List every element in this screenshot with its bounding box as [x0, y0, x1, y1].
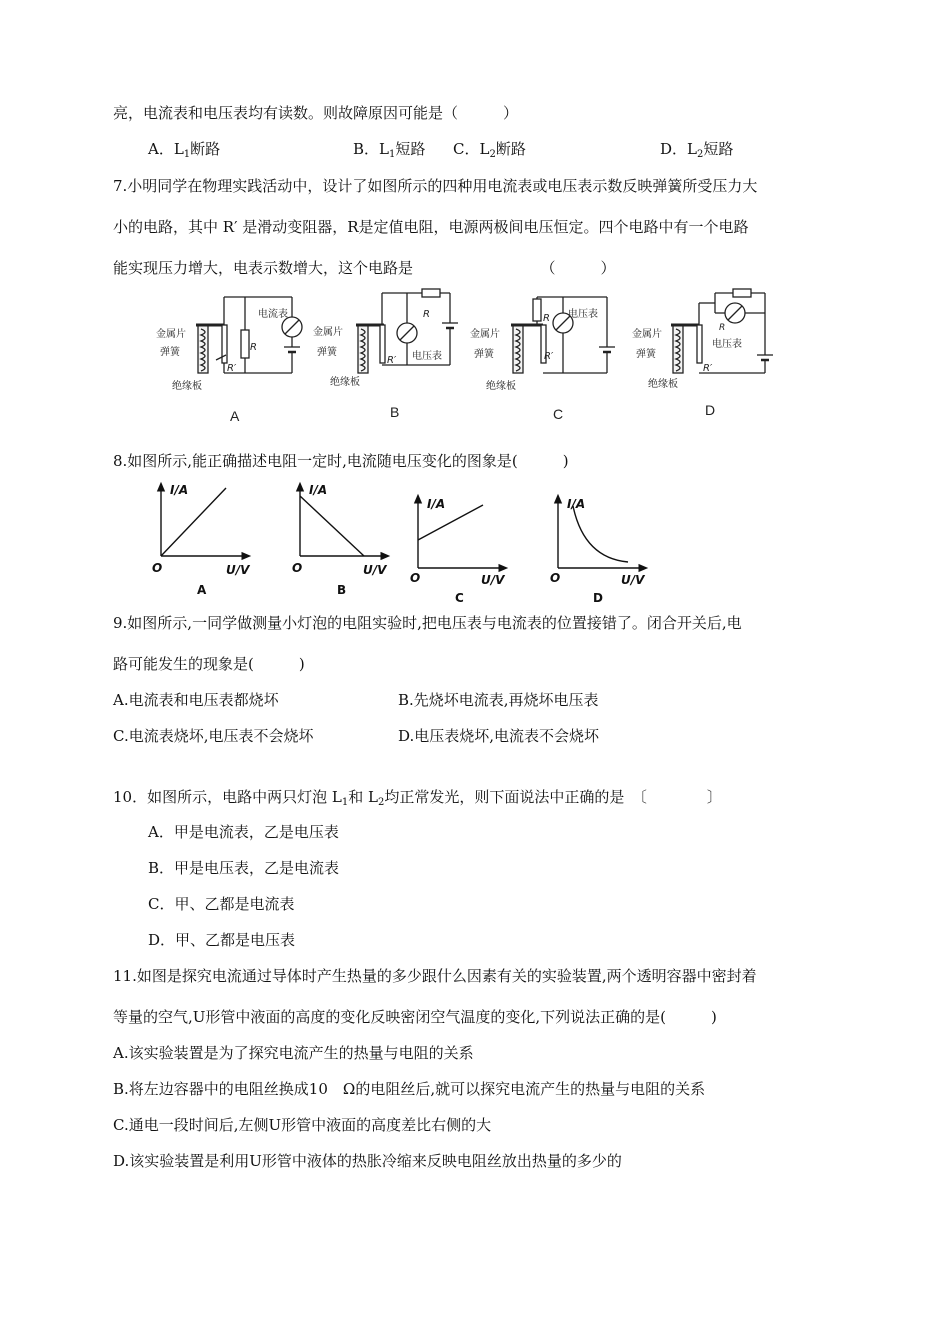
graph-a-curve — [161, 488, 226, 556]
circuit-a-board-label: 绝缘板 — [172, 381, 202, 392]
q6-tail-text: 亮，电流表和电压表均有读数。则故障原因可能是（ ） — [113, 104, 519, 122]
circuit-c-meter-label: 电压表 — [568, 309, 598, 320]
circuit-d-board-label: 绝缘板 — [648, 379, 678, 390]
q6-option-a: A．$L_1$断路 — [148, 140, 221, 160]
q7-line-3: 能实现压力增大，电表示数增大，这个电路是 （ ） — [113, 259, 616, 277]
q10-option-a: A．甲是电流表，乙是电压表 — [148, 823, 339, 841]
circuit-b-spring-label: 弹簧 — [317, 347, 337, 358]
q11-line-1: 11.如图是探究电流通过导体时产生热量的多少跟什么因素有关的实验装置,两个透明容器中密封着 — [113, 967, 757, 985]
circuit-b-letter: B — [390, 404, 400, 420]
graph-b-origin: O — [292, 561, 303, 575]
circuit-a-r-label: R — [250, 342, 257, 353]
circuit-c-letter: C — [553, 406, 564, 422]
q9-option-a: A.电流表和电压表都烧坏 — [113, 691, 279, 709]
q9-option-c: C.电流表烧坏,电压表不会烧坏 — [113, 727, 314, 745]
graph-a-origin: O — [152, 561, 163, 575]
circuit-d-metal-label: 金属片 — [632, 329, 662, 340]
q6-option-b: B．$L_1$短路 — [353, 140, 426, 160]
q11-option-d: D.该实验装置是利用U形管中液体的热胀冷缩来反映电阻丝放出热量的多少的 — [113, 1152, 622, 1170]
graph-d-ylabel: I/A — [567, 497, 586, 511]
graph-b-ylabel: I/A — [309, 483, 328, 497]
circuit-b-r-label: R — [423, 309, 430, 320]
q8-line: 8.如图所示,能正确描述电阻一定时,电流随电压变化的图象是( ) — [113, 452, 569, 470]
circuit-b — [356, 289, 458, 373]
circuit-d-meter-label: 电压表 — [712, 339, 742, 350]
circuit-a-letter: A — [230, 408, 240, 424]
graph-d-curve — [573, 506, 628, 562]
q9-option-d: D.电压表烧坏,电流表不会烧坏 — [398, 727, 600, 745]
q11-option-b: B.将左边容器中的电阻丝换成10 Ω的电阻丝后,就可以探究电流产生的热量与电阻的关系 — [113, 1080, 706, 1098]
circuit-b-board-label: 绝缘板 — [330, 377, 360, 388]
q6-option-d: D．$L_2$短路 — [660, 140, 734, 160]
graph-c-letter: C — [455, 591, 464, 603]
graph-d-letter: D — [593, 591, 603, 603]
circuit-d-spring-label: 弹簧 — [636, 349, 656, 360]
circuit-c-board-label: 绝缘板 — [486, 381, 516, 392]
circuit-c — [511, 297, 615, 373]
graph-a-xlabel: U/V — [226, 563, 250, 577]
q7-circuit-figure — [140, 285, 780, 430]
q10-option-c: C．甲、乙都是电流表 — [148, 895, 295, 913]
graph-c-origin: O — [410, 571, 421, 585]
q11-option-a: A.该实验装置是为了探究电流产生的热量与电阻的关系 — [113, 1044, 474, 1062]
q10-line: 10．如图所示，电路中两只灯泡 $L_1$和 $L_2$均正常发光，则下面说法中正确的是 〔 〕 — [113, 788, 722, 808]
circuit-d-letter: D — [705, 402, 716, 418]
graph-c-ylabel: I/A — [427, 497, 446, 511]
graph-d-origin: O — [550, 571, 561, 585]
q10-option-d: D．甲、乙都是电压表 — [148, 931, 296, 949]
circuit-d-rprime-label: R′ — [703, 363, 713, 374]
circuit-a-metal-label: 金属片 — [156, 329, 186, 340]
circuit-b-metal-label: 金属片 — [313, 327, 343, 338]
q7-line-2: 小的电路，其中 R′ 是滑动变阻器，R是定值电阻，电源两极间电压恒定。四个电路中有一个电路 — [113, 218, 749, 236]
graph-b-curve — [300, 496, 364, 556]
circuit-c-rprime-label: R′ — [544, 351, 554, 362]
graph-a-ylabel: I/A — [170, 483, 189, 497]
q8-graphs-figure — [140, 478, 660, 603]
q9-line-2: 路可能发生的现象是( ) — [113, 655, 305, 673]
q6-option-c: C．$L_2$断路 — [453, 140, 526, 160]
q11-option-c: C.通电一段时间后,左侧U形管中液面的高度差比右侧的大 — [113, 1116, 492, 1134]
circuit-c-r-label: R — [543, 313, 550, 324]
circuit-a-spring-label: 弹簧 — [160, 347, 180, 358]
graph-d-xlabel: U/V — [621, 573, 645, 587]
circuit-b-rprime-label: R′ — [387, 355, 397, 366]
q7-line-1: 7.小明同学在物理实践活动中，设计了如图所示的四种用电流表或电压表示数反映弹簧所受压力大 — [113, 177, 758, 195]
circuit-b-meter-label: 电压表 — [412, 351, 442, 362]
q11-line-2: 等量的空气,U形管中液面的高度的变化反映密闭空气温度的变化,下列说法正确的是( ) — [113, 1008, 717, 1026]
circuit-d-r-label: R — [719, 323, 726, 333]
graph-b-letter: B — [337, 583, 347, 597]
q9-line-1: 9.如图所示,一同学做测量小灯泡的电阻实验时,把电压表与电流表的位置接错了。闭合开关后,电 — [113, 614, 742, 632]
circuit-c-metal-label: 金属片 — [470, 329, 500, 340]
q9-option-b: B.先烧坏电流表,再烧坏电压表 — [398, 691, 599, 709]
circuit-c-spring-label: 弹簧 — [474, 349, 494, 360]
circuit-a-rprime-label: R′ — [227, 363, 237, 374]
circuit-a-meter-label: 电流表 — [258, 309, 288, 320]
graph-c-xlabel: U/V — [481, 573, 505, 587]
graph-b-xlabel: U/V — [363, 563, 387, 577]
q10-option-b: B．甲是电压表，乙是电流表 — [148, 859, 340, 877]
graph-a-letter: A — [197, 583, 207, 597]
